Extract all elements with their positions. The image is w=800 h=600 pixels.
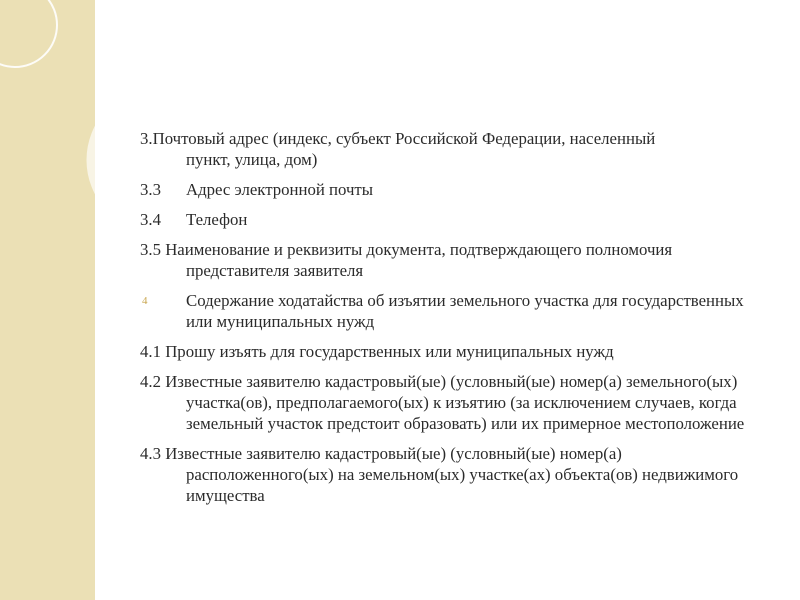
item-text: Известные заявителю кадастровый(ые) (условный(ые) номер(а) земельного(ых) участка(ов), предполагаемого(ых) к изъятию (за исключением случаев, когда земельный участок предстоит образовать) или их примерное местоположение (165, 372, 745, 433)
item-text-continuation: пункт, улица, дом) (186, 150, 318, 169)
list-item (140, 179, 760, 200)
bullet-number: 4 (142, 295, 148, 307)
slide-content (140, 128, 760, 515)
item-number: 3. (140, 129, 153, 148)
list-item (140, 209, 760, 230)
item-number: 4.1 (140, 342, 161, 361)
list-item (140, 239, 760, 281)
item-text: Почтовый адрес (индекс, субъект Российской Федерации, населенный (152, 129, 656, 148)
item-text: Телефон (186, 210, 248, 229)
decorative-side-band (0, 0, 95, 600)
list-item (140, 443, 760, 506)
item-number: 4.3 (140, 444, 161, 463)
item-text: Известные заявителю кадастровый(ые) (условный(ые) номер(а) расположенного(ых) на земельном(ых) участке(ах) объекта(ов) недвижимого имущества (165, 444, 739, 505)
decorative-ring (0, 0, 57, 67)
item-number: 3.4 (140, 210, 161, 229)
list-item (140, 128, 760, 170)
item-text: Содержание ходатайства об изъятии земельного участка для государственных или муниципальных нужд (186, 291, 744, 331)
list-item (140, 290, 760, 332)
decorative-ring (92, 92, 95, 228)
decorative-rings-graphic (0, 0, 95, 600)
item-number: 3.3 (140, 180, 161, 199)
item-text: Прошу изъять для государственных или муниципальных нужд (165, 342, 614, 361)
item-number: 3.5 (140, 240, 161, 259)
list-item (140, 371, 760, 434)
item-number: 4.2 (140, 372, 161, 391)
item-text: Адрес электронной почты (186, 180, 374, 199)
item-text: Наименование и реквизиты документа, подтверждающего полномочия представителя заявителя (165, 240, 673, 280)
list-item (140, 341, 760, 362)
